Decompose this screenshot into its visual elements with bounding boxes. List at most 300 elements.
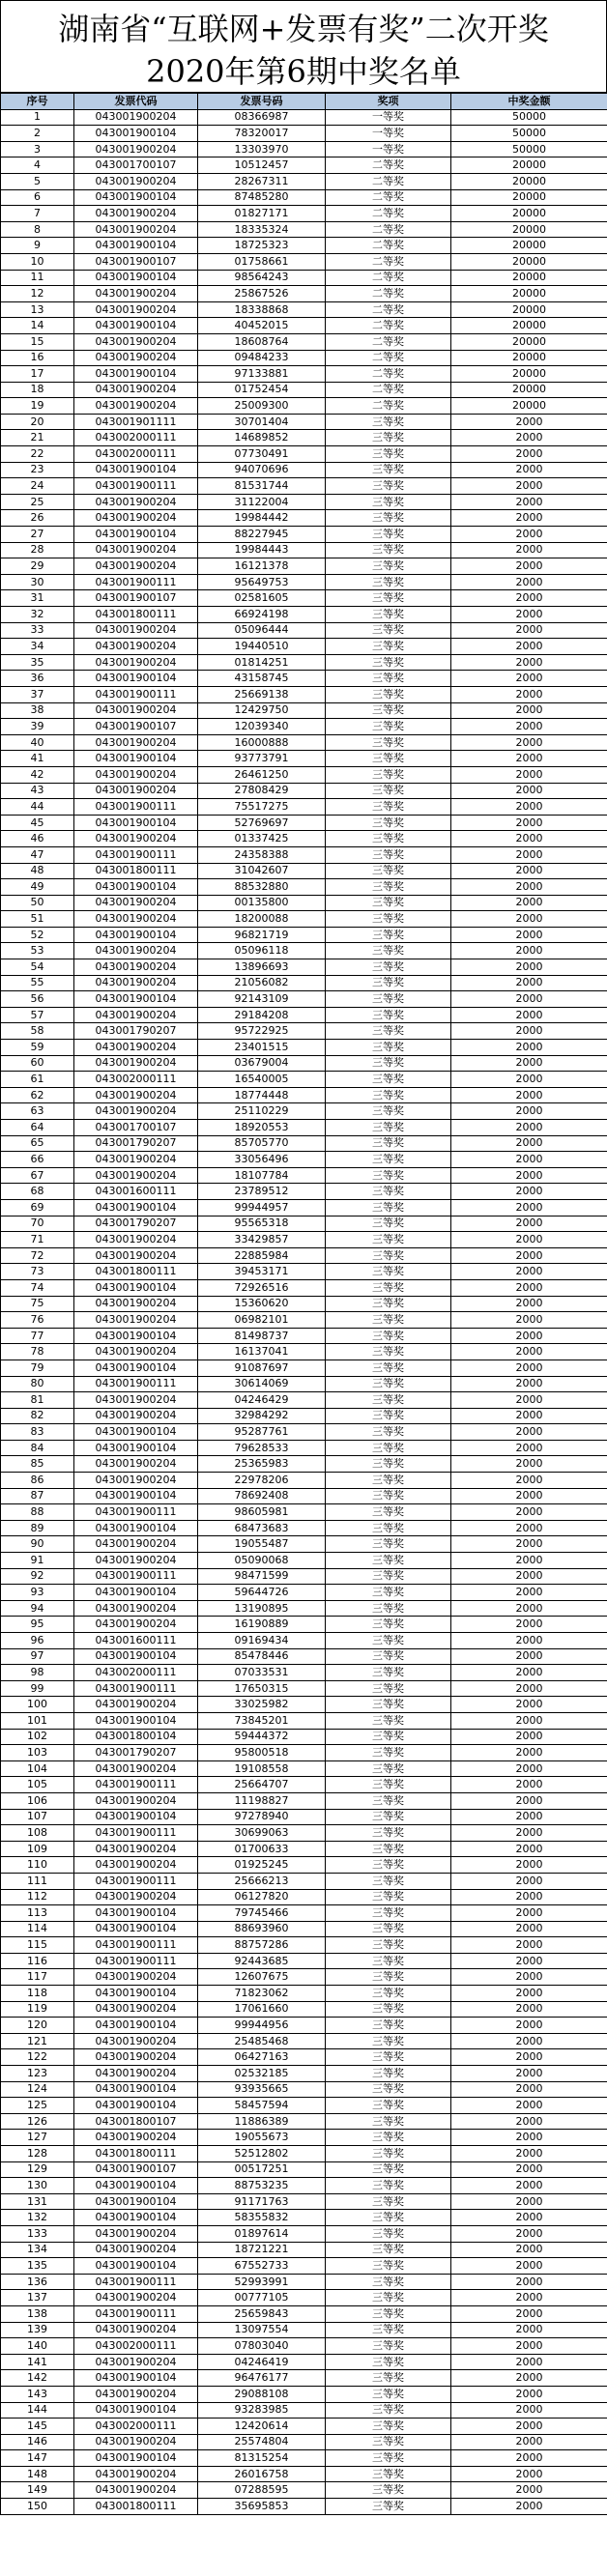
cell-invoice-code: 043001900104: [74, 751, 198, 767]
cell-invoice-number: 81315254: [198, 2450, 326, 2467]
cell-invoice-number: 85478446: [198, 1648, 326, 1665]
cell-invoice-code: 043001900204: [74, 1152, 198, 1168]
cell-prize-level: 三等奖: [326, 462, 451, 478]
cell-seq: 8: [1, 221, 74, 238]
cell-prize-amount: 2000: [451, 2193, 607, 2210]
cell-invoice-code: 043002000111: [74, 2419, 198, 2435]
cell-seq: 69: [1, 1199, 74, 1216]
cell-invoice-code: 043001900204: [74, 558, 198, 575]
cell-prize-level: 二等奖: [326, 301, 451, 318]
cell-seq: 145: [1, 2419, 74, 2435]
cell-prize-amount: 2000: [451, 927, 607, 943]
cell-invoice-code: 043001900204: [74, 1392, 198, 1409]
cell-invoice-code: 043001790207: [74, 1023, 198, 1040]
cell-seq: 119: [1, 2001, 74, 2018]
cell-prize-level: 三等奖: [326, 478, 451, 495]
cell-invoice-number: 19108558: [198, 1760, 326, 1777]
cell-prize-level: 三等奖: [326, 2290, 451, 2306]
cell-prize-level: 三等奖: [326, 494, 451, 510]
cell-prize-amount: 2000: [451, 846, 607, 863]
cell-seq: 114: [1, 1921, 74, 1937]
cell-prize-level: 三等奖: [326, 1103, 451, 1120]
cell-invoice-number: 09169434: [198, 1633, 326, 1649]
table-row: [1, 863, 607, 879]
cell-prize-amount: 2000: [451, 654, 607, 671]
cell-seq: 6: [1, 189, 74, 206]
table-row: [1, 1553, 607, 1569]
cell-invoice-number: 14689852: [198, 430, 326, 446]
cell-seq: 87: [1, 1488, 74, 1504]
cell-invoice-number: 16000888: [198, 734, 326, 751]
cell-invoice-number: 01337425: [198, 831, 326, 847]
cell-seq: 38: [1, 702, 74, 719]
cell-invoice-number: 81531744: [198, 478, 326, 495]
cell-invoice-number: 72926516: [198, 1279, 326, 1296]
cell-prize-level: 三等奖: [326, 719, 451, 735]
cell-prize-amount: 2000: [451, 895, 607, 911]
cell-prize-amount: 2000: [451, 2258, 607, 2275]
cell-prize-level: 三等奖: [326, 766, 451, 783]
cell-prize-level: 三等奖: [326, 1312, 451, 1329]
cell-invoice-number: 30614069: [198, 1376, 326, 1392]
cell-invoice-number: 25009300: [198, 398, 326, 415]
cell-invoice-number: 97278940: [198, 1809, 326, 1825]
cell-seq: 7: [1, 206, 74, 222]
table-row: [1, 1264, 607, 1280]
cell-invoice-code: 043001900204: [74, 2033, 198, 2049]
cell-prize-level: 三等奖: [326, 414, 451, 430]
cell-invoice-number: 05090068: [198, 1553, 326, 1569]
table-row: [1, 927, 607, 943]
cell-seq: 12: [1, 286, 74, 302]
cell-prize-amount: 2000: [451, 734, 607, 751]
cell-prize-level: 三等奖: [326, 1953, 451, 1969]
cell-prize-level: 三等奖: [326, 1504, 451, 1521]
cell-prize-level: 三等奖: [326, 2033, 451, 2049]
cell-invoice-number: 00777105: [198, 2290, 326, 2306]
cell-invoice-code: 043001800111: [74, 1264, 198, 1280]
cell-invoice-number: 18608764: [198, 333, 326, 350]
cell-prize-level: 三等奖: [326, 1648, 451, 1665]
cell-prize-level: 三等奖: [326, 671, 451, 687]
cell-invoice-code: 043001900204: [74, 206, 198, 222]
table-row: [1, 1617, 607, 1633]
table-row: [1, 2354, 607, 2370]
cell-invoice-code: 043001900111: [74, 574, 198, 590]
cell-prize-level: 三等奖: [326, 1712, 451, 1729]
cell-prize-amount: 2000: [451, 1103, 607, 1120]
cell-invoice-code: 043001900104: [74, 527, 198, 543]
cell-invoice-number: 88227945: [198, 527, 326, 543]
table-row: [1, 382, 607, 398]
cell-invoice-code: 043001900107: [74, 2161, 198, 2178]
cell-prize-level: 三等奖: [326, 1120, 451, 1136]
cell-seq: 88: [1, 1504, 74, 1521]
cell-prize-level: 三等奖: [326, 1697, 451, 1713]
cell-invoice-number: 52512802: [198, 2146, 326, 2162]
cell-prize-level: 三等奖: [326, 1921, 451, 1937]
cell-prize-level: 三等奖: [326, 2370, 451, 2387]
cell-seq: 125: [1, 2098, 74, 2114]
table-row: [1, 2499, 607, 2515]
cell-prize-level: 三等奖: [326, 1344, 451, 1360]
cell-invoice-code: 043001900111: [74, 1937, 198, 1954]
cell-invoice-number: 29088108: [198, 2386, 326, 2402]
cell-invoice-number: 18725323: [198, 238, 326, 254]
cell-prize-amount: 20000: [451, 318, 607, 334]
cell-invoice-code: 043001900204: [74, 1167, 198, 1184]
cell-seq: 55: [1, 975, 74, 991]
cell-prize-amount: 20000: [451, 270, 607, 286]
table-row: [1, 2081, 607, 2098]
table-row: [1, 1376, 607, 1392]
cell-seq: 42: [1, 766, 74, 783]
cell-seq: 52: [1, 927, 74, 943]
cell-invoice-code: 043001900204: [74, 1553, 198, 1569]
cell-prize-amount: 2000: [451, 1953, 607, 1969]
cell-invoice-number: 07033531: [198, 1665, 326, 1681]
cell-prize-level: 三等奖: [326, 2419, 451, 2435]
table-row: [1, 462, 607, 478]
table-row: [1, 1023, 607, 1040]
cell-invoice-code: 043001900104: [74, 1809, 198, 1825]
cell-prize-amount: 2000: [451, 1905, 607, 1922]
table-row: [1, 895, 607, 911]
table-row: [1, 1969, 607, 1986]
cell-seq: 29: [1, 558, 74, 575]
cell-seq: 77: [1, 1328, 74, 1344]
title-block: [0, 0, 607, 93]
cell-prize-amount: 2000: [451, 414, 607, 430]
table-row: [1, 430, 607, 446]
cell-prize-level: 三等奖: [326, 446, 451, 463]
cell-prize-amount: 2000: [451, 719, 607, 735]
cell-prize-level: 三等奖: [326, 1665, 451, 1681]
cell-invoice-code: 043001900204: [74, 1408, 198, 1424]
cell-prize-amount: 2000: [451, 1617, 607, 1633]
cell-prize-level: 一等奖: [326, 126, 451, 142]
cell-prize-amount: 2000: [451, 2499, 607, 2515]
cell-invoice-number: 43158745: [198, 671, 326, 687]
cell-prize-level: 三等奖: [326, 1055, 451, 1072]
cell-invoice-code: 043001900104: [74, 1199, 198, 1216]
cell-prize-level: 三等奖: [326, 2499, 451, 2515]
cell-invoice-number: 79628533: [198, 1440, 326, 1456]
cell-prize-amount: 2000: [451, 2066, 607, 2082]
cell-invoice-number: 19055673: [198, 2130, 326, 2146]
cell-prize-level: 三等奖: [326, 2081, 451, 2098]
table-row: [1, 879, 607, 896]
cell-invoice-number: 16540005: [198, 1072, 326, 1088]
cell-prize-level: 三等奖: [326, 927, 451, 943]
cell-invoice-number: 13190895: [198, 1600, 326, 1617]
cell-invoice-code: 043002000111: [74, 1072, 198, 1088]
cell-prize-amount: 2000: [451, 2305, 607, 2322]
cell-seq: 32: [1, 607, 74, 623]
cell-prize-level: 三等奖: [326, 1456, 451, 1473]
cell-prize-level: 三等奖: [326, 2113, 451, 2130]
cell-invoice-number: 11198827: [198, 1792, 326, 1809]
cell-invoice-number: 28267311: [198, 173, 326, 189]
cell-seq: 44: [1, 799, 74, 816]
table-row: [1, 2130, 607, 2146]
cell-invoice-number: 31042607: [198, 863, 326, 879]
cell-seq: 62: [1, 1087, 74, 1103]
cell-invoice-number: 08366987: [198, 109, 326, 126]
cell-seq: 110: [1, 1857, 74, 1874]
cell-invoice-code: 043001900104: [74, 1986, 198, 2002]
cell-invoice-code: 043001900107: [74, 590, 198, 607]
table-row: [1, 1152, 607, 1168]
cell-invoice-number: 79745466: [198, 1905, 326, 1922]
table-row: [1, 494, 607, 510]
table-row: [1, 1296, 607, 1312]
cell-seq: 134: [1, 2242, 74, 2258]
cell-invoice-number: 88753235: [198, 2178, 326, 2194]
cell-prize-amount: 2000: [451, 2482, 607, 2499]
cell-seq: 108: [1, 1825, 74, 1842]
cell-invoice-number: 30701404: [198, 414, 326, 430]
table-row: [1, 766, 607, 783]
cell-seq: 138: [1, 2305, 74, 2322]
cell-invoice-number: 59644726: [198, 1585, 326, 1601]
cell-invoice-code: 043001900204: [74, 783, 198, 799]
cell-seq: 144: [1, 2402, 74, 2419]
table-row: [1, 1777, 607, 1793]
cell-seq: 60: [1, 1055, 74, 1072]
cell-prize-level: 三等奖: [326, 1873, 451, 1889]
cell-prize-level: 三等奖: [326, 639, 451, 655]
header-prize-level: 奖项: [326, 94, 451, 110]
cell-prize-level: 三等奖: [326, 2386, 451, 2402]
cell-invoice-number: 16190889: [198, 1617, 326, 1633]
cell-invoice-code: 043001900104: [74, 815, 198, 831]
cell-invoice-number: 25485468: [198, 2033, 326, 2049]
cell-invoice-code: 043001900204: [74, 494, 198, 510]
cell-seq: 142: [1, 2370, 74, 2387]
cell-invoice-code: 043001900204: [74, 2049, 198, 2066]
table-row: [1, 157, 607, 174]
cell-invoice-number: 29184208: [198, 1007, 326, 1023]
cell-invoice-code: 043002000111: [74, 1665, 198, 1681]
cell-seq: 103: [1, 1745, 74, 1761]
cell-invoice-number: 81498737: [198, 1328, 326, 1344]
table-row: [1, 2146, 607, 2162]
cell-invoice-code: 043001900204: [74, 1841, 198, 1857]
cell-prize-level: 三等奖: [326, 1376, 451, 1392]
cell-invoice-number: 01700633: [198, 1841, 326, 1857]
cell-invoice-number: 06982101: [198, 1312, 326, 1329]
table-row: [1, 1312, 607, 1329]
cell-prize-amount: 2000: [451, 574, 607, 590]
cell-prize-level: 三等奖: [326, 2049, 451, 2066]
cell-invoice-code: 043002000111: [74, 2338, 198, 2355]
cell-prize-level: 三等奖: [326, 1360, 451, 1376]
cell-prize-amount: 2000: [451, 1424, 607, 1441]
cell-seq: 140: [1, 2338, 74, 2355]
cell-prize-amount: 20000: [451, 238, 607, 254]
table-row: [1, 1184, 607, 1200]
table-row: [1, 2402, 607, 2419]
table-row: [1, 1167, 607, 1184]
cell-invoice-number: 02581605: [198, 590, 326, 607]
cell-invoice-number: 10512457: [198, 157, 326, 174]
cell-invoice-code: 043001900104: [74, 2402, 198, 2419]
cell-invoice-number: 92143109: [198, 991, 326, 1008]
cell-invoice-code: 043001900111: [74, 2274, 198, 2290]
cell-invoice-code: 043001800111: [74, 863, 198, 879]
cell-invoice-code: 043001900104: [74, 2450, 198, 2467]
table-row: [1, 1665, 607, 1681]
table-header: [1, 94, 607, 110]
cell-prize-level: 三等奖: [326, 911, 451, 928]
cell-invoice-number: 18920553: [198, 1120, 326, 1136]
cell-invoice-number: 22885984: [198, 1247, 326, 1264]
cell-seq: 78: [1, 1344, 74, 1360]
cell-invoice-code: 043001900204: [74, 2466, 198, 2482]
cell-prize-level: 二等奖: [326, 238, 451, 254]
cell-seq: 149: [1, 2482, 74, 2499]
cell-seq: 14: [1, 318, 74, 334]
cell-seq: 31: [1, 590, 74, 607]
cell-prize-level: 三等奖: [326, 1199, 451, 1216]
cell-seq: 118: [1, 1986, 74, 2002]
cell-seq: 72: [1, 1247, 74, 1264]
table-row: [1, 366, 607, 383]
cell-invoice-code: 043001900104: [74, 1279, 198, 1296]
cell-prize-amount: 2000: [451, 1023, 607, 1040]
cell-prize-level: 一等奖: [326, 109, 451, 126]
winners-table: [0, 93, 607, 2515]
table-row: [1, 1841, 607, 1857]
cell-prize-level: 三等奖: [326, 2434, 451, 2450]
cell-invoice-code: 043001900104: [74, 126, 198, 142]
cell-prize-amount: 2000: [451, 2290, 607, 2306]
cell-seq: 71: [1, 1232, 74, 1248]
cell-prize-amount: 2000: [451, 478, 607, 495]
cell-invoice-number: 96821719: [198, 927, 326, 943]
cell-prize-level: 三等奖: [326, 1809, 451, 1825]
cell-invoice-number: 88532880: [198, 879, 326, 896]
cell-invoice-code: 043001900204: [74, 1040, 198, 1056]
cell-prize-amount: 2000: [451, 831, 607, 847]
cell-prize-amount: 2000: [451, 1536, 607, 1553]
cell-prize-level: 三等奖: [326, 1247, 451, 1264]
cell-seq: 49: [1, 879, 74, 896]
cell-invoice-number: 95649753: [198, 574, 326, 590]
table-row: [1, 943, 607, 959]
cell-seq: 126: [1, 2113, 74, 2130]
cell-prize-level: 三等奖: [326, 1937, 451, 1954]
cell-prize-amount: 2000: [451, 1729, 607, 1745]
cell-invoice-code: 043001900104: [74, 462, 198, 478]
cell-seq: 63: [1, 1103, 74, 1120]
cell-invoice-number: 88757286: [198, 1937, 326, 1954]
cell-prize-amount: 2000: [451, 1087, 607, 1103]
cell-invoice-code: 043001700107: [74, 157, 198, 174]
cell-seq: 16: [1, 350, 74, 366]
table-row: [1, 671, 607, 687]
cell-invoice-number: 98605981: [198, 1504, 326, 1521]
cell-invoice-code: 043001900204: [74, 1103, 198, 1120]
cell-invoice-code: 043001900204: [74, 1857, 198, 1874]
header-row: [1, 94, 607, 110]
cell-invoice-code: 043001900107: [74, 719, 198, 735]
cell-invoice-code: 043001900104: [74, 927, 198, 943]
cell-prize-level: 三等奖: [326, 2354, 451, 2370]
table-row: [1, 333, 607, 350]
cell-prize-amount: 2000: [451, 430, 607, 446]
table-row: [1, 1440, 607, 1456]
cell-seq: 33: [1, 622, 74, 639]
cell-seq: 101: [1, 1712, 74, 1729]
cell-invoice-number: 06127820: [198, 1889, 326, 1905]
cell-prize-level: 三等奖: [326, 1680, 451, 1697]
table-row: [1, 1809, 607, 1825]
cell-invoice-number: 75517275: [198, 799, 326, 816]
cell-seq: 122: [1, 2049, 74, 2066]
cell-invoice-number: 25664707: [198, 1777, 326, 1793]
cell-seq: 79: [1, 1360, 74, 1376]
cell-seq: 9: [1, 238, 74, 254]
cell-seq: 5: [1, 173, 74, 189]
cell-invoice-code: 043001900204: [74, 542, 198, 558]
header-invoice-number: 发票号码: [198, 94, 326, 110]
cell-invoice-number: 58457594: [198, 2098, 326, 2114]
cell-invoice-number: 12607675: [198, 1969, 326, 1986]
cell-invoice-number: 95722925: [198, 1023, 326, 1040]
cell-invoice-number: 19984442: [198, 510, 326, 527]
cell-invoice-code: 043001900204: [74, 734, 198, 751]
cell-invoice-number: 17650315: [198, 1680, 326, 1697]
cell-invoice-code: 043001900204: [74, 2242, 198, 2258]
cell-invoice-number: 01814251: [198, 654, 326, 671]
cell-prize-level: 三等奖: [326, 1279, 451, 1296]
cell-prize-level: 三等奖: [326, 1617, 451, 1633]
cell-prize-level: 二等奖: [326, 398, 451, 415]
cell-invoice-code: 043001900104: [74, 2370, 198, 2387]
table-row: [1, 1520, 607, 1536]
cell-invoice-code: 043002000111: [74, 446, 198, 463]
cell-invoice-code: 043001900104: [74, 270, 198, 286]
table-row: [1, 173, 607, 189]
cell-seq: 2: [1, 126, 74, 142]
cell-prize-level: 三等奖: [326, 895, 451, 911]
cell-invoice-number: 01758661: [198, 253, 326, 270]
cell-prize-level: 二等奖: [326, 286, 451, 302]
cell-invoice-code: 043001900204: [74, 1536, 198, 1553]
cell-prize-level: 三等奖: [326, 1040, 451, 1056]
cell-invoice-number: 25666213: [198, 1873, 326, 1889]
cell-invoice-code: 043001900204: [74, 286, 198, 302]
cell-seq: 106: [1, 1792, 74, 1809]
cell-invoice-code: 043001900111: [74, 686, 198, 702]
cell-invoice-number: 13303970: [198, 141, 326, 157]
cell-prize-level: 三等奖: [326, 1536, 451, 1553]
table-row: [1, 1216, 607, 1232]
cell-invoice-code: 043001900204: [74, 766, 198, 783]
cell-prize-level: 三等奖: [326, 1969, 451, 1986]
cell-prize-amount: 2000: [451, 1680, 607, 1697]
cell-prize-amount: 2000: [451, 1745, 607, 1761]
cell-prize-amount: 2000: [451, 2419, 607, 2435]
table-row: [1, 141, 607, 157]
cell-invoice-number: 67552733: [198, 2258, 326, 2275]
cell-invoice-number: 19984443: [198, 542, 326, 558]
table-row: [1, 607, 607, 623]
cell-prize-amount: 2000: [451, 1199, 607, 1216]
cell-invoice-code: 043001800104: [74, 1729, 198, 1745]
